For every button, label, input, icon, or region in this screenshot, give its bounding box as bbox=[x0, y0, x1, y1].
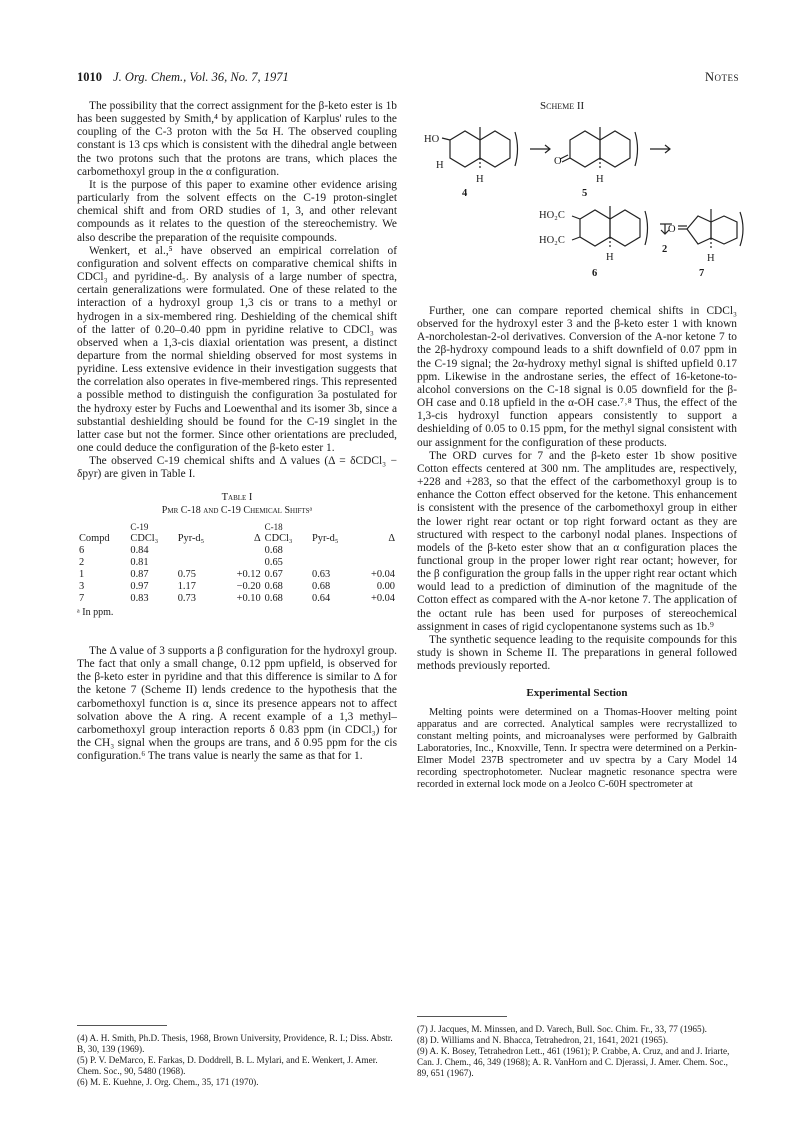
table-cell: 0.73 bbox=[177, 592, 196, 604]
label-ho2c: HO₂C bbox=[539, 235, 565, 246]
table-header-row bbox=[77, 533, 397, 545]
table-cell bbox=[310, 557, 355, 569]
table-cell: 0.81 bbox=[130, 556, 149, 568]
table-cell: +0.10 bbox=[236, 592, 261, 604]
label-h: H bbox=[606, 252, 614, 263]
ring-b bbox=[711, 216, 737, 244]
table-footnote: ᵃ In ppm. bbox=[77, 606, 114, 618]
table-cell bbox=[176, 545, 221, 557]
label-o: O bbox=[668, 224, 676, 235]
column-header: CDCl₃ bbox=[264, 532, 293, 544]
table-cell bbox=[310, 545, 355, 557]
compound-5: 5 bbox=[582, 188, 588, 199]
column-header: CDCl₃ bbox=[130, 532, 159, 544]
footnote-rule bbox=[417, 1016, 507, 1017]
table-cell: 0.87 bbox=[130, 568, 149, 580]
page-header bbox=[77, 70, 739, 88]
scheme-diagram bbox=[420, 112, 750, 284]
table-cell: 0.64 bbox=[312, 592, 331, 604]
table-cell: 0.84 bbox=[130, 544, 149, 556]
ring-b bbox=[580, 210, 610, 246]
ring-c bbox=[610, 210, 640, 246]
paragraph: The ORD curves for 7 and the β-keto ester 1b show positive Cotton effects centered at 300 nm. The amplitudes are, respectively, +228 and +283, so that the effect of the carbomethoxyl group is to enhance the Cotton effect observed for the ketone. This enhancement is consistent with the presence of the carbomethoxyl group in either the lower right rear octant or top right forward octant as they are structured with respect to the carbonyl nodal planes. Inspections of models of the β-keto ester show that an α configuration places the functional group in the proper lower right rear octant; however, for the β configuration the group falls in the upper right rear octant which would lead to a prediction of diminution of the magnitude of the Cotton effect as compared with the A-nor ketone 7. The application of the octant rule has been used for purposes of stereochemical assignment in cases of rigid cyclopentanone systems such as 1b.⁹ bbox=[417, 449, 737, 633]
table-cell: 0.97 bbox=[130, 580, 149, 592]
experimental-heading: Experimental Section bbox=[526, 687, 628, 700]
table-row bbox=[77, 581, 397, 593]
brace bbox=[635, 132, 638, 166]
table-cell: 0.83 bbox=[130, 592, 149, 604]
label-h: H bbox=[476, 174, 484, 185]
page-number: 1010 bbox=[77, 70, 102, 84]
column-header: Δ bbox=[388, 532, 395, 544]
table-cell: 0.68 bbox=[264, 592, 283, 604]
footnote: (4) A. H. Smith, Ph.D. Thesis, 1968, Brown University, Providence, R. I.; Diss. Abstr. B, 30, 139 (1969). bbox=[77, 1033, 393, 1054]
footnote: (9) A. K. Bosey, Tetrahedron Lett., 461 (1961); P. Crabbe, A. Cruz, and and J. Iriarte, Can. J. Chem., 46, 349 (1968); A. R. VanHorn and C. Djerassi, J. Amer. Chem. Soc., 89, 651 (1967). bbox=[417, 1046, 730, 1078]
table-row bbox=[77, 569, 397, 581]
brace bbox=[645, 211, 648, 245]
table-cell: +0.04 bbox=[370, 592, 395, 604]
footnote: (7) J. Jacques, M. Minssen, and D. Varech, Bull. Soc. Chim. Fr., 33, 77 (1965). bbox=[417, 1024, 707, 1034]
table-cell: −0.20 bbox=[236, 580, 261, 592]
table-title: Table I bbox=[221, 491, 253, 503]
label-ho: HO bbox=[424, 134, 440, 145]
column-header: Δ bbox=[253, 532, 261, 544]
experimental-text: Melting points were determined on a Thomas-Hoover melting point apparatus and are corrected. Analytical samples were recrystallized to constant melting points, and microanalyses were performed by Galbraith Laboratories, Inc., Knoxville, Tenn. Ir spectra were determined on a Perkin-Elmer Model 237B spectrometer and uv spectra by a Cary Model 14 recording spectrophotometer. Nuclear magnetic resonance spectra were recorded in external lock mode on a Jeolco C-60H spectrometer at bbox=[417, 706, 737, 790]
ring-a bbox=[687, 216, 711, 244]
table-cell bbox=[355, 545, 397, 557]
footnote: (6) M. E. Kuehne, J. Org. Chem., 35, 171 (1970). bbox=[77, 1077, 259, 1087]
ring-b bbox=[480, 131, 510, 167]
label-h: H bbox=[596, 174, 604, 185]
table-cell bbox=[221, 557, 263, 569]
table-row bbox=[77, 545, 397, 557]
section-name: Notes bbox=[704, 70, 739, 84]
footnotes-left bbox=[77, 1033, 397, 1088]
table-cell: 0.67 bbox=[264, 568, 283, 580]
label-o: O bbox=[554, 156, 562, 167]
table-subtitle: Pmr C-18 and C-19 Chemical Shiftsᵃ bbox=[161, 504, 313, 516]
table-cell: 3 bbox=[79, 580, 85, 592]
reagent-2: 2 bbox=[662, 244, 668, 255]
scheme-title: Scheme II bbox=[540, 100, 585, 112]
group-header-c19: C-19 bbox=[130, 521, 149, 532]
paragraph: The observed C-19 chemical shifts and Δ values (Δ = δCDCl₃ − δpyr) are given in Table I. bbox=[77, 455, 397, 481]
journal-citation: J. Org. Chem., Vol. 36, No. 7, 1971 bbox=[113, 70, 289, 84]
group-header-c18: C-18 bbox=[264, 521, 283, 532]
table-cell: 0.65 bbox=[264, 556, 283, 568]
compound-6: 6 bbox=[592, 268, 598, 279]
table-cell bbox=[355, 557, 397, 569]
paragraph: The Δ value of 3 supports a β configuration for the hydroxyl group. The fact that only a small change, 0.12 ppm upfield, is observed for the β-keto ester in pyridine and that this difference is similar to Δ for the ketone 7 (Scheme II) lends credence to the hypothesis that the carbomethoxyl function is α, since its presence appears not to affect solvation above the A ring. A recent example of a 1,3 methyl–carbomethoxyl group interaction reports δ 0.83 ppm (in CDCl₃) for the CH₃ signal when the groups are trans, and δ 0.95 ppm for the cis configuration.⁶ The trans value is nearly the same as that for 1. bbox=[77, 645, 397, 763]
compound-4: 4 bbox=[462, 188, 468, 199]
ring-a bbox=[570, 131, 600, 167]
left-column bbox=[77, 100, 397, 763]
paragraph: Further, one can compare reported chemical shifts in CDCl₃ observed for the hydroxyl ester 3 and the β-keto ester 1 with known A-norcholestan-2-ol derivatives. Conversion of the A-nor ketone 7 to the 2β-hydroxy compound leads to a shift downfield of 0.07 ppm in the C-19 signal; the 2α-hydroxy methyl signal is shifted upfield 0.17 ppm. Likewise in the androstane series, the effect of 16-ketone-to-alcohol conversions on the C-18 signal is 0.05 downfield for the β-OH case and 0.18 upfield in the α-OH case.⁷˒⁸ Thus, the effect of the 1,3-cis hydroxyl function appears consistently to support a deshielding of 0.05 to 0.15 ppm, for the methyl signal consistent with our assignment for the configuration of these products. bbox=[417, 305, 737, 449]
table-cell: +0.12 bbox=[236, 568, 261, 580]
table-cell: +0.04 bbox=[370, 568, 395, 580]
footnote: (8) D. Williams and N. Bhacca, Tetrahedron, 21, 1641, 2021 (1965). bbox=[417, 1035, 668, 1045]
paragraph: It is the purpose of this paper to examine other evidence arising particularly from the solvent effects on the C-19 proton-singlet chemical shift and from ORD studies of 1, 3, and other relevant compounds as it relates to the question of the stereochemistry. We also describe the preparation of the requisite compounds. bbox=[77, 178, 397, 244]
label-ho2c: HO₂C bbox=[539, 210, 565, 221]
table-cell bbox=[176, 557, 221, 569]
table-cell: 0.00 bbox=[376, 580, 395, 592]
table-cell: 0.63 bbox=[312, 568, 331, 580]
table-row bbox=[77, 557, 397, 569]
table-cell: 6 bbox=[79, 544, 85, 556]
table-cell bbox=[221, 545, 263, 557]
table-cell: 0.75 bbox=[177, 568, 196, 580]
label-h: H bbox=[436, 160, 444, 171]
right-column bbox=[417, 305, 737, 791]
table-cell: 0.68 bbox=[312, 580, 331, 592]
footnote-rule bbox=[77, 1025, 167, 1026]
table-cell: 0.68 bbox=[264, 544, 283, 556]
shift-table bbox=[77, 521, 397, 605]
table-row bbox=[77, 593, 397, 605]
paragraph: The possibility that the correct assignment for the β-keto ester is 1b has been suggested by Smith,⁴ by application of Karplus' rules to the coupling of the C-3 proton with the 5α H. The observed coupling constant is 13 cps which is consistent with the dihedral angle between the two protons such that the protons are trans, which places the carbomethoxyl group in the α configuration. bbox=[77, 100, 397, 178]
brace bbox=[515, 132, 518, 166]
paragraph: The synthetic sequence leading to the requisite compounds for this study is shown in Scheme II. The preparations in general followed methods previously reported. bbox=[417, 633, 737, 673]
table-cell: 1.17 bbox=[177, 580, 196, 592]
footnote: (5) P. V. DeMarco, E. Farkas, D. Doddrell, B. L. Mylari, and E. Wenkert, J. Amer. Chem. Soc., 90, 5480 (1968). bbox=[77, 1055, 378, 1076]
compound-7: 7 bbox=[699, 268, 705, 279]
table-cell: 2 bbox=[79, 556, 85, 568]
table-cell: 0.68 bbox=[264, 580, 283, 592]
paragraph: Wenkert, et al.,⁵ have observed an empirical correlation of configuration and solvent effects on comparative chemical shifts in CDCl₃ and pyridine-d₅. By analysis of a large number of spectra, certain generalizations were formulated. One of these related to the interaction of a hydroxyl group 1,3 cis or trans to a methyl or hydrogen in a six-membered ring. Deshielding of the chemical shift of the latter of 0.20–0.40 ppm in pyridine relative to CDCl₃ was observed when a 1,3-cis diaxial orientation was present, a distinct departure from the normal shielding observed for most systems in pyridine. Less extensive evidence in their investigation suggests that the correlation also operates in five-membered rings. This represented a possible method to distinguish the configuration 3a postulated for the hydroxy ester by Fuchs and Loewenthal and its isomer 3b, since a substantial deshielding should be found for the C-19 singlet in the latter case but not the former. Since other orientations are precluded, one could deduce the configuration of the β-keto ester 1. bbox=[77, 244, 397, 455]
column-header: Pyr-d₅ bbox=[312, 532, 339, 544]
column-header: Compd bbox=[79, 532, 110, 544]
column-header: Pyr-d₅ bbox=[177, 532, 205, 544]
table-cell: 1 bbox=[79, 568, 85, 580]
table-cell: 7 bbox=[79, 592, 85, 604]
label-h: H bbox=[707, 253, 715, 264]
brace bbox=[740, 212, 743, 246]
ring-b bbox=[600, 131, 630, 167]
footnotes-right bbox=[417, 1024, 737, 1079]
ring-a bbox=[450, 131, 480, 167]
